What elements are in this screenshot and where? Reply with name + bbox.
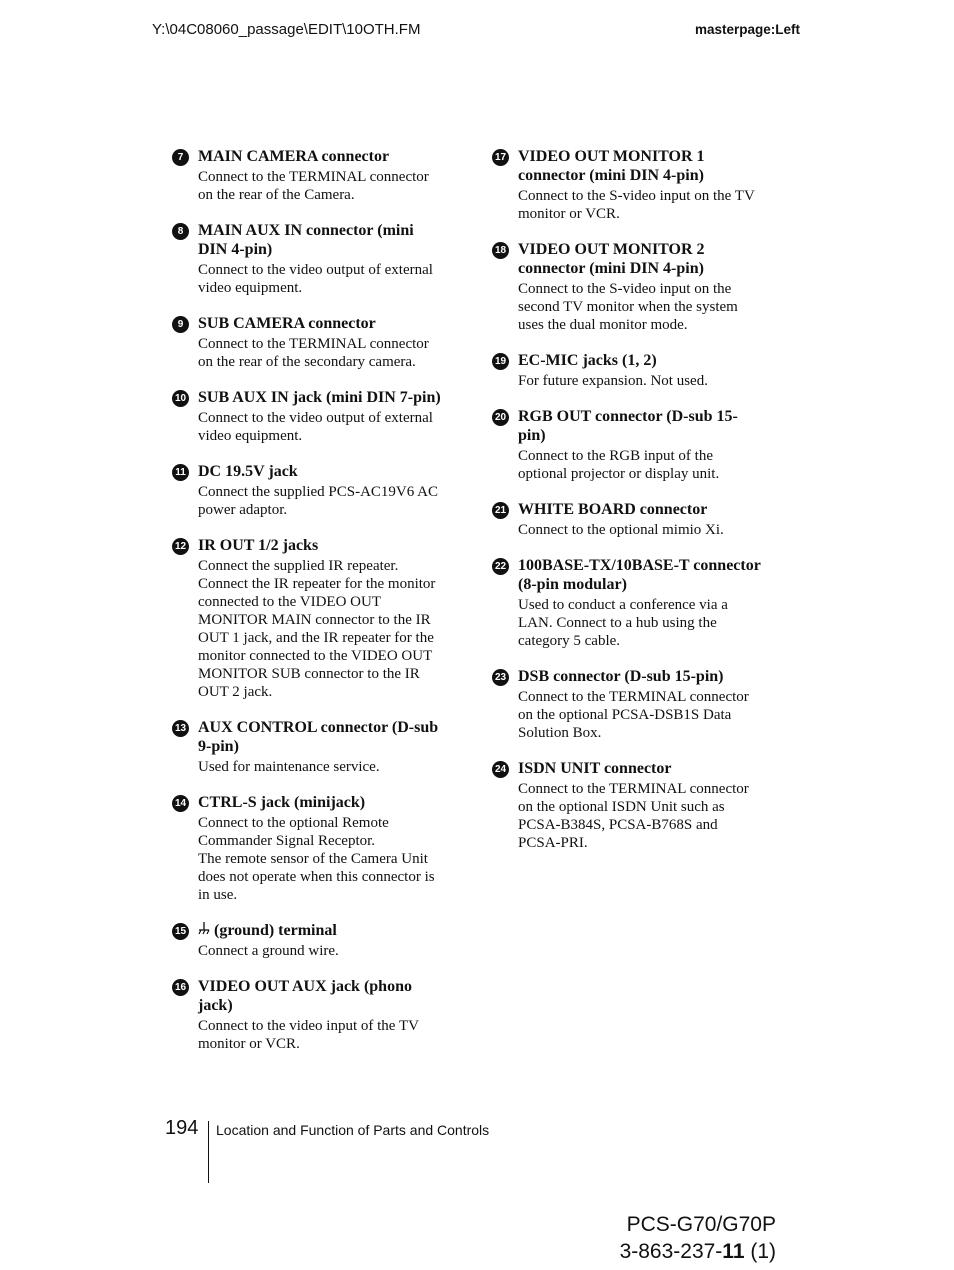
item-description: Connect to the TERMINAL connector on the optional PCSA-DSB1S Data Solution Box.: [518, 689, 749, 741]
item-number-badge: 13: [172, 720, 189, 737]
item-description: Connect to the S-video input on the TV monitor or VCR.: [518, 188, 755, 222]
item-title-text: (ground) terminal: [214, 922, 337, 939]
list-item: [172, 221, 472, 297]
item-title: EC-MIC jacks (1, 2): [518, 352, 657, 369]
page-number: 194: [165, 1117, 199, 1139]
model-code-suffix: (1): [744, 1240, 776, 1263]
item-title: WHITE BOARD connector: [518, 501, 708, 518]
item-title: DSB connector (D-sub 15-pin): [518, 668, 724, 685]
item-number-badge: 15: [172, 923, 189, 940]
header-file-path: Y:\04C08060_passage\EDIT\10OTH.FM: [152, 21, 421, 38]
list-item: [172, 462, 472, 519]
item-description: Connect to the optional Remote Commander Signal Receptor. The remote sensor of the Camera Unit does not operate when this connector is in use.: [198, 815, 435, 903]
item-title: VIDEO OUT MONITOR 1 connector (mini DIN 4-pin): [518, 148, 705, 184]
item-description: Connect to the TERMINAL connector on the optional ISDN Unit such as PCSA-B384S, PCSA-B768S and PCSA-PRI.: [518, 781, 749, 851]
item-title: 100BASE-TX/10BASE-T connector (8-pin modular): [518, 557, 761, 593]
item-title: RGB OUT connector (D-sub 15- pin): [518, 408, 738, 444]
item-number-badge: 22: [492, 558, 509, 575]
model-name: PCS-G70/G70P: [626, 1213, 776, 1236]
list-item: [492, 556, 792, 650]
item-description: Used for maintenance service.: [198, 759, 380, 775]
item-description: Connect to the TERMINAL connector on the rear of the secondary camera.: [198, 336, 429, 370]
list-item: [172, 314, 472, 371]
item-number-badge: 8: [172, 223, 189, 240]
section-title: Location and Function of Parts and Controls: [216, 1122, 490, 1138]
list-item: [492, 147, 792, 223]
item-number-badge: 18: [492, 242, 509, 259]
item-number-badge: 24: [492, 761, 509, 778]
item-title: [198, 921, 472, 940]
item-number-badge: 14: [172, 795, 189, 812]
item-title: MAIN CAMERA connector: [198, 148, 390, 165]
list-item: [492, 500, 792, 539]
list-item: [172, 536, 472, 701]
item-number-badge: 11: [172, 464, 189, 481]
list-item: [492, 240, 792, 334]
list-item: [492, 759, 792, 852]
item-title: CTRL-S jack (minijack): [198, 794, 366, 811]
model-code-prefix: 3-863-237-: [619, 1240, 723, 1263]
model-code: [620, 1238, 776, 1265]
item-number-badge: 17: [492, 149, 509, 166]
item-description: Connect a ground wire.: [198, 943, 339, 959]
item-title: IR OUT 1/2 jacks: [198, 537, 319, 554]
list-item: [172, 793, 472, 904]
item-number-badge: 9: [172, 316, 189, 333]
item-title: DC 19.5V jack: [198, 463, 298, 480]
right-column: [492, 147, 792, 869]
left-column: [172, 147, 472, 1070]
item-title: VIDEO OUT AUX jack (phono jack): [198, 978, 412, 1014]
item-number-badge: 16: [172, 979, 189, 996]
ground-icon: [198, 921, 210, 940]
header-masterpage: masterpage:Left: [695, 22, 801, 37]
model-code-bold: 11: [722, 1240, 745, 1263]
list-item: [492, 351, 792, 390]
list-item: [172, 921, 472, 960]
item-description: Used to conduct a conference via a LAN. Connect to a hub using the category 5 cable.: [518, 597, 728, 649]
item-description: Connect to the video input of the TV monitor or VCR.: [198, 1018, 419, 1052]
list-item: [172, 147, 472, 204]
item-title: SUB CAMERA connector: [198, 315, 376, 332]
item-description: Connect to the TERMINAL connector on the rear of the Camera.: [198, 169, 429, 203]
item-title: ISDN UNIT connector: [518, 760, 672, 777]
item-description: Connect the supplied IR repeater. Connect the IR repeater for the monitor connected to the VIDEO OUT MONITOR MAIN connector to the IR OUT 1 jack, and the IR repeater for the monitor connected to the VIDEO OUT MONITOR SUB connector to the IR OUT 2 jack.: [198, 558, 436, 700]
item-number-badge: 19: [492, 353, 509, 370]
model-block: [620, 1211, 776, 1265]
item-description: Connect the supplied PCS-AC19V6 AC power adaptor.: [198, 484, 439, 518]
item-title: AUX CONTROL connector (D-sub 9-pin): [198, 719, 439, 755]
item-description: Connect to the optional mimio Xi.: [518, 522, 724, 538]
footer-divider: [208, 1121, 209, 1183]
item-number-badge: 23: [492, 669, 509, 686]
item-title: MAIN AUX IN connector (mini DIN 4-pin): [198, 222, 414, 258]
list-item: [492, 667, 792, 742]
item-title: VIDEO OUT MONITOR 2 connector (mini DIN 4-pin): [518, 241, 705, 277]
list-item: [172, 388, 472, 445]
item-number-badge: 7: [172, 149, 189, 166]
item-description: Connect to the S-video input on the second TV monitor when the system uses the dual monitor mode.: [518, 281, 738, 333]
item-number-badge: 10: [172, 390, 189, 407]
list-item: [492, 407, 792, 483]
list-item: [172, 977, 472, 1053]
item-description: Connect to the RGB input of the optional projector or display unit.: [518, 448, 720, 482]
item-number-badge: 12: [172, 538, 189, 555]
item-description: For future expansion. Not used.: [518, 373, 708, 389]
list-item: [172, 718, 472, 776]
item-description: Connect to the video output of external video equipment.: [198, 262, 433, 296]
item-description: Connect to the video output of external video equipment.: [198, 410, 433, 444]
item-number-badge: 20: [492, 409, 509, 426]
item-title: SUB AUX IN jack (mini DIN 7-pin): [198, 389, 441, 406]
item-number-badge: 21: [492, 502, 509, 519]
